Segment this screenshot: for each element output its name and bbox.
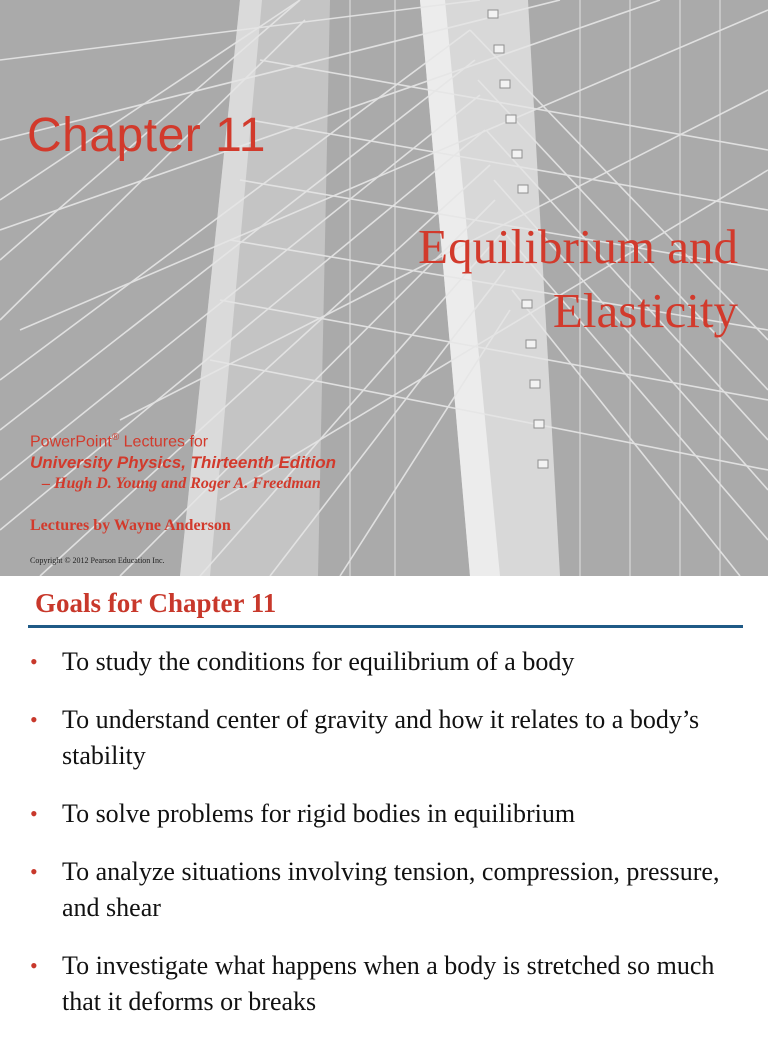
bullet-icon: • [30,953,38,978]
bullet-icon: • [30,707,38,732]
goal-text: To solve problems for rigid bodies in equilibrium [62,799,576,828]
bullet-icon: • [30,859,38,884]
list-item [30,796,740,832]
book-title: University Physics, Thirteenth Edition [30,453,337,473]
bullet-icon: • [30,649,38,674]
goals-slide [0,576,768,1024]
subject-title-line-1: Equilibrium and [418,219,738,274]
goals-list [30,644,740,1042]
credits-block [30,428,336,494]
goal-text: To investigate what happens when a body is stretched so much that it deforms or breaks [62,951,715,1016]
powerpoint-line [30,428,336,452]
subject-title-line-2: Elasticity [552,283,738,338]
authors: – Hugh D. Young and Roger A. Freedman [42,475,321,493]
list-item [30,644,740,680]
registered-mark: ® [111,432,120,443]
lectures-for-label: Lectures for [119,433,209,451]
subject-title [418,215,738,343]
list-item [30,702,740,774]
lecturer: Lectures by Wayne Anderson [30,517,231,534]
copyright: Copyright © 2012 Pearson Education Inc. [30,556,165,565]
goal-text: To analyze situations involving tension, compression, pressure, and shear [62,857,720,922]
title-divider [28,625,743,628]
goal-text: To understand center of gravity and how it relates to a body’s stability [62,705,700,770]
goals-title: Goals for Chapter 11 [35,588,277,618]
goal-text: To study the conditions for equilibrium of a body [62,647,575,676]
powerpoint-label: PowerPoint [30,433,112,451]
chapter-title: Chapter 11 [27,109,266,162]
bullet-icon: • [30,801,38,826]
list-item [30,948,740,1020]
list-item [30,854,740,926]
